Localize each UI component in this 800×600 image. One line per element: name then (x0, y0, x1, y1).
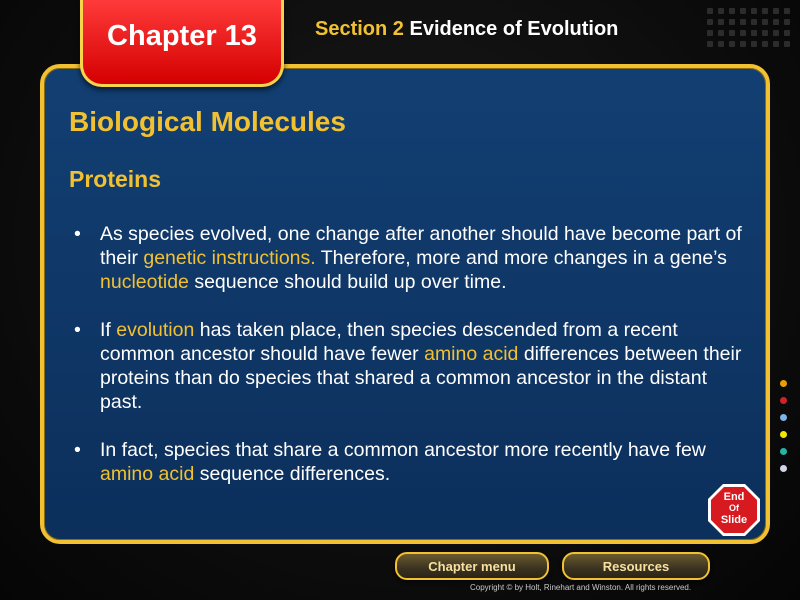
grid-dot (740, 8, 746, 14)
grid-dot (718, 41, 724, 47)
side-dot (780, 380, 787, 387)
resources-button[interactable] (562, 552, 710, 580)
highlighted-term: genetic instructions. (143, 247, 316, 269)
section-number: Section 2 (315, 18, 404, 40)
grid-dot (751, 8, 757, 14)
grid-dot (707, 19, 713, 25)
grid-dot (751, 30, 757, 36)
grid-dot (751, 19, 757, 25)
grid-dot (707, 30, 713, 36)
bullet-text: differences between their proteins than do species that shared a common ancestor in the distant past. (100, 343, 742, 413)
chapter-tab (80, 0, 284, 87)
section-title: Evidence of Evolution (409, 18, 619, 40)
side-dot (780, 465, 787, 472)
grid-dot (773, 19, 779, 25)
grid-dot (762, 30, 768, 36)
bullet-text: As species evolved, one change after another should have become part of their (100, 223, 742, 269)
side-dot (780, 431, 787, 438)
side-dot (780, 414, 787, 421)
copyright-notice: Copyright © by Holt, Rinehart and Winston. All rights reserved. (470, 583, 692, 592)
section-header (315, 18, 618, 41)
grid-dot (718, 30, 724, 36)
grid-dot (707, 8, 713, 14)
bullet-text: has taken place, then species descended from a recent common ancestor should have fewer (100, 319, 678, 365)
end-of-slide-line3: Slide (720, 514, 748, 526)
side-color-dots (780, 380, 788, 482)
bullet-text: If (100, 319, 117, 341)
bullet-text: sequence should build up over time. (188, 271, 507, 293)
highlighted-term: nucleotide (100, 271, 189, 293)
bullet-icon: • (74, 223, 81, 245)
grid-dot (784, 41, 790, 47)
chapter-label: Chapter 13 (107, 19, 257, 52)
decorative-dot-grid (707, 8, 790, 47)
end-of-slide-line2: Of (729, 503, 739, 513)
side-dot (780, 397, 787, 404)
grid-dot (707, 41, 713, 47)
chapter-menu-button[interactable] (395, 552, 549, 580)
grid-dot (718, 19, 724, 25)
highlighted-term: amino acid (424, 343, 519, 365)
grid-dot (729, 30, 735, 36)
grid-dot (773, 41, 779, 47)
side-dot (780, 448, 787, 455)
grid-dot (729, 41, 735, 47)
grid-dot (729, 19, 735, 25)
bullet-icon: • (74, 319, 81, 341)
bullet-text: sequence differences. (194, 463, 391, 485)
bullet-item (70, 318, 742, 414)
stop-sign-icon (707, 483, 761, 537)
bullet-list (70, 222, 742, 510)
grid-dot (773, 30, 779, 36)
grid-dot (762, 19, 768, 25)
bullet-item (70, 438, 742, 486)
highlighted-term: amino acid (100, 463, 195, 485)
subheading: Proteins (69, 166, 162, 192)
grid-dot (740, 30, 746, 36)
grid-dot (773, 8, 779, 14)
grid-dot (762, 8, 768, 14)
end-of-slide-button[interactable] (707, 483, 761, 537)
slide-title: Biological Molecules (69, 106, 346, 137)
bullet-text: Therefore, more and more changes in a gene’s (315, 247, 727, 269)
end-of-slide-line1: End (723, 491, 745, 503)
grid-dot (762, 41, 768, 47)
bullet-text: In fact, species that share a common ancestor more recently have few (100, 439, 706, 461)
highlighted-term: evolution (116, 319, 195, 341)
grid-dot (784, 30, 790, 36)
grid-dot (784, 8, 790, 14)
grid-dot (740, 41, 746, 47)
bullet-item (70, 222, 742, 294)
chapter-menu-label: Chapter menu (428, 558, 516, 574)
grid-dot (729, 8, 735, 14)
grid-dot (784, 19, 790, 25)
grid-dot (740, 19, 746, 25)
bullet-icon: • (74, 439, 81, 461)
resources-label: Resources (602, 558, 670, 574)
grid-dot (751, 41, 757, 47)
grid-dot (718, 8, 724, 14)
